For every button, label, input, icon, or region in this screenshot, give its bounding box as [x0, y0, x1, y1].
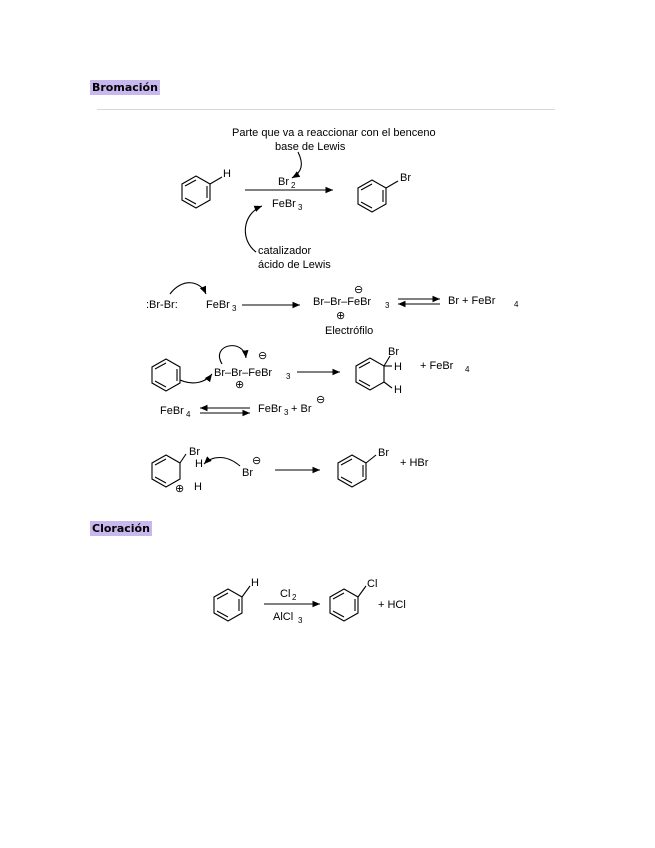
byproduct-sub: 4 — [465, 365, 470, 374]
benzene-reactant — [214, 577, 259, 621]
byproduct: + FeBr — [420, 360, 454, 372]
atom-H: H — [394, 361, 402, 373]
benzene-attacking — [152, 359, 180, 391]
sigma-complex — [152, 446, 203, 495]
febr3: FeBr — [258, 403, 282, 415]
catalyst-alcl3-sub: 3 — [298, 616, 303, 625]
febr3-sub: 3 — [232, 304, 237, 313]
charge-plus: ⊕ — [235, 379, 245, 391]
curved-arrow-attack — [180, 374, 212, 383]
bromine-molecule: :Br-Br: — [146, 299, 178, 311]
charge-minus: ⊖ — [316, 394, 326, 406]
scheme-4-catalyst-regeneration — [160, 394, 325, 419]
charge-minus: ⊖ — [354, 284, 364, 296]
bromobenzene-product — [338, 447, 389, 487]
atom-H: H — [194, 481, 202, 493]
complex-sub: 3 — [385, 301, 390, 310]
bromobenzene-product — [358, 172, 411, 212]
scheme-1-bromination-overview — [182, 127, 436, 271]
bromide-ion: Br — [242, 467, 253, 479]
atom-H: H — [195, 458, 203, 470]
reagent-cl2-sub: 2 — [292, 593, 297, 602]
catalyst-febr3: FeBr — [272, 198, 296, 210]
complex: Br–Br–FeBr — [214, 367, 273, 379]
products-sub: 4 — [514, 300, 519, 309]
atom-Cl: Cl — [367, 578, 378, 590]
chlorobenzene-product — [330, 578, 377, 621]
charge-plus: ⊕ — [175, 483, 185, 495]
atom-Br: Br — [400, 172, 411, 184]
atom-Br: Br — [189, 446, 200, 458]
curved-arrow-bromine — [170, 283, 206, 294]
catalyst-febr3-sub: 3 — [298, 203, 303, 212]
atom-Br: Br — [378, 447, 389, 459]
curved-arrow-lewis-base — [292, 152, 301, 178]
byproduct-hbr: + HBr — [400, 457, 429, 469]
section-heading-chlorination: Cloración — [92, 522, 150, 535]
reagent-br2-sub: 2 — [291, 181, 296, 190]
febr4-sub: 4 — [186, 410, 191, 419]
byproduct-hcl: + HCl — [378, 599, 406, 611]
atom-H: H — [223, 168, 231, 180]
atom-H: H — [394, 384, 402, 396]
charge-plus: ⊕ — [336, 310, 346, 322]
plus-bromide: + Br — [291, 403, 312, 415]
atom-Br: Br — [388, 346, 399, 358]
scheme-3-electrophilic-attack — [152, 346, 470, 396]
products: Br + FeBr — [448, 295, 496, 307]
section-heading-bromination: Bromación — [92, 81, 158, 94]
complex: Br–Br–FeBr — [313, 296, 372, 308]
reagent-cl2: Cl — [280, 588, 291, 600]
benzene-reactant — [182, 168, 231, 208]
febr3-sub: 3 — [284, 408, 289, 417]
note-lewis-base: base de Lewis — [275, 141, 346, 153]
catalyst-alcl3: AlCl — [273, 611, 294, 623]
atom-H: H — [251, 577, 259, 589]
scheme-6-chlorination — [214, 577, 406, 625]
febr3: FeBr — [206, 299, 230, 311]
reagent-br2: Br — [278, 176, 289, 188]
curved-arrow-deprotonation — [204, 458, 240, 467]
complex-sub: 3 — [286, 372, 291, 381]
sigma-complex — [356, 346, 402, 396]
charge-minus: ⊖ — [258, 350, 268, 362]
note-reacting-part: Parte que va a reaccionar con el benceno — [232, 127, 436, 139]
febr4: FeBr — [160, 405, 184, 417]
curved-arrow-bond-break — [219, 346, 246, 364]
charge-minus: ⊖ — [252, 455, 262, 467]
note-lewis-acid: ácido de Lewis — [258, 259, 331, 271]
label-electrophile: Electrófilo — [325, 325, 374, 337]
scheme-5-deprotonation — [152, 446, 429, 495]
note-catalyst: catalizador — [258, 245, 312, 257]
scheme-2-electrophile-formation — [146, 283, 519, 337]
